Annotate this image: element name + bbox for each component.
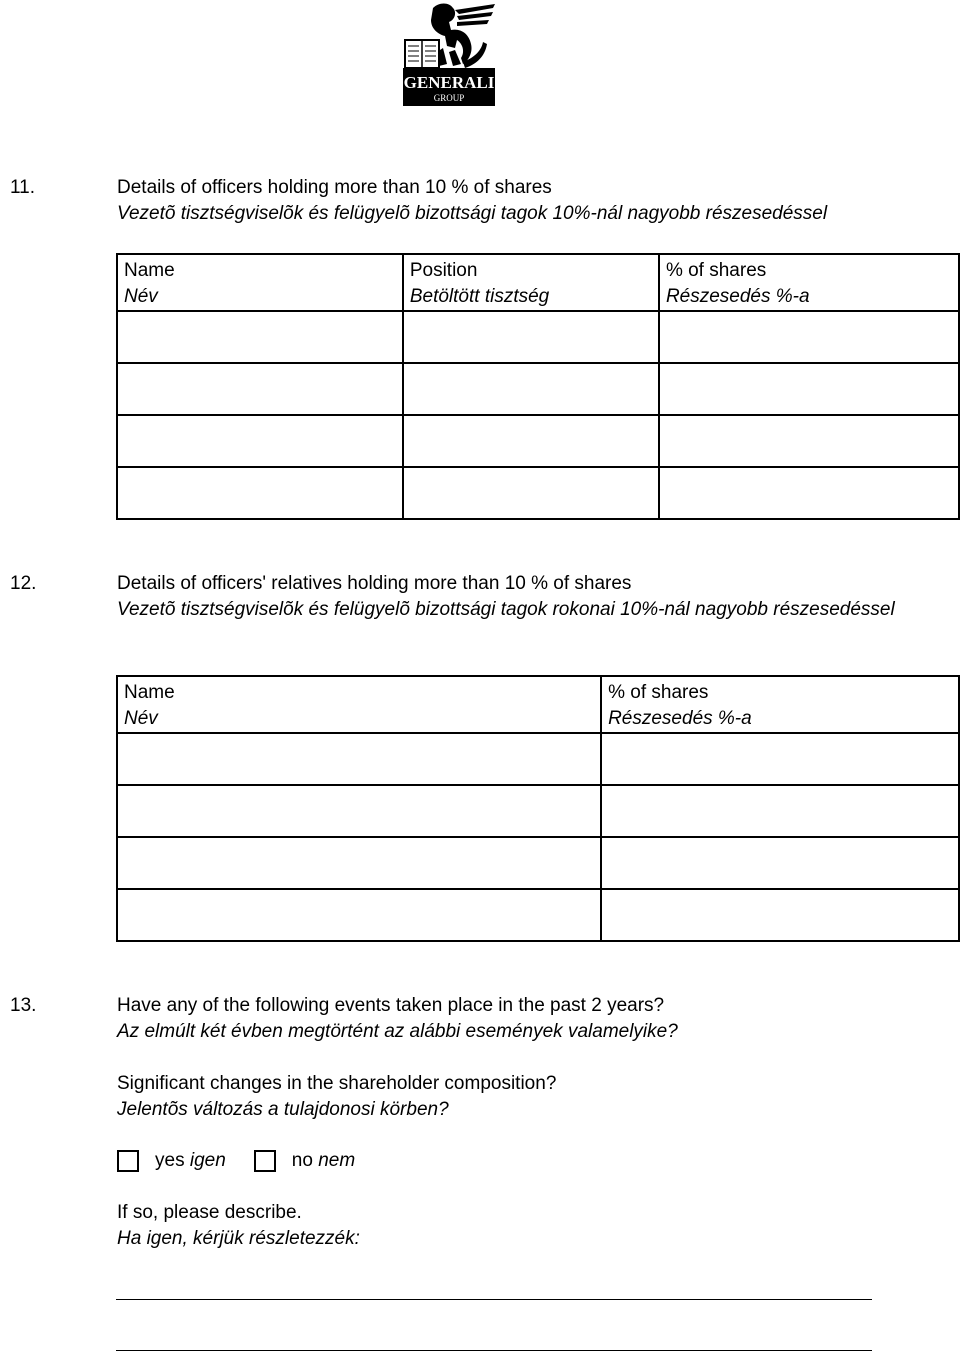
logo-subtext: GROUP <box>433 93 465 103</box>
column-header-name: Name Név <box>117 254 403 311</box>
name-cell[interactable] <box>117 733 601 785</box>
section-11-title-hu: Vezetõ tisztségviselõk és felügyelõ bizottsági tagok 10%-nál nagyobb részesedéssel <box>117 203 828 224</box>
shares-cell[interactable] <box>659 467 959 519</box>
yes-label-en: yes <box>155 1150 185 1171</box>
no-option[interactable] <box>254 1148 355 1174</box>
section-13-question <box>117 993 940 1045</box>
shares-cell[interactable] <box>659 311 959 363</box>
no-label-hu: nem <box>318 1150 356 1171</box>
description-line[interactable] <box>116 1299 872 1300</box>
generali-logo <box>403 0 495 106</box>
shares-cell[interactable] <box>601 733 959 785</box>
section-13-subquestion <box>117 1071 940 1123</box>
no-label-en: no <box>291 1150 313 1171</box>
describe-instruction <box>117 1200 940 1252</box>
description-line[interactable] <box>116 1350 872 1351</box>
no-checkbox[interactable] <box>254 1150 276 1172</box>
section-12-number: 12. <box>10 573 37 594</box>
section-11-heading <box>117 175 940 227</box>
section-12-heading <box>117 571 907 623</box>
position-cell[interactable] <box>403 467 659 519</box>
yes-checkbox[interactable] <box>117 1150 139 1172</box>
subquestion-hu: Jelentõs változás a tulajdonosi körben? <box>117 1099 449 1120</box>
position-cell[interactable] <box>403 415 659 467</box>
column-header-shares: % of shares Részesedés %-a <box>659 254 959 311</box>
shares-cell[interactable] <box>601 889 959 941</box>
section-12-title-hu: Vezetõ tisztségviselõk és felügyelõ bizottsági tagok rokonai 10%-nál nagyobb részesedéssel <box>117 599 895 620</box>
yes-label-hu: igen <box>189 1150 226 1171</box>
name-cell[interactable] <box>117 889 601 941</box>
subquestion-en: Significant changes in the shareholder composition? <box>117 1073 557 1094</box>
describe-en: If so, please describe. <box>117 1202 302 1223</box>
position-cell[interactable] <box>403 311 659 363</box>
column-header-shares: % of shares Részesedés %-a <box>601 676 959 733</box>
column-header-position: Position Betöltött tisztség <box>403 254 659 311</box>
name-cell[interactable] <box>117 415 403 467</box>
shares-cell[interactable] <box>659 363 959 415</box>
question-en: Have any of the following events taken place in the past 2 years? <box>117 995 665 1016</box>
name-cell[interactable] <box>117 311 403 363</box>
shares-cell[interactable] <box>659 415 959 467</box>
name-cell[interactable] <box>117 785 601 837</box>
name-cell[interactable] <box>117 467 403 519</box>
officers-table <box>116 253 960 520</box>
section-12-title-en: Details of officers' relatives holding more than 10 % of shares <box>117 573 632 594</box>
position-cell[interactable] <box>403 363 659 415</box>
section-11-number: 11. <box>10 177 36 198</box>
name-cell[interactable] <box>117 363 403 415</box>
name-cell[interactable] <box>117 837 601 889</box>
section-11-title-en: Details of officers holding more than 10 % of shares <box>117 177 552 198</box>
section-13-number: 13. <box>10 995 37 1016</box>
yes-no-options <box>117 1148 383 1174</box>
describe-hu: Ha igen, kérjük részletezzék: <box>117 1228 360 1249</box>
shares-cell[interactable] <box>601 785 959 837</box>
relatives-table <box>116 675 960 942</box>
column-header-name: Name Név <box>117 676 601 733</box>
shares-cell[interactable] <box>601 837 959 889</box>
yes-option[interactable] <box>117 1148 226 1174</box>
question-hu: Az elmúlt két évben megtörtént az alábbi események valamelyike? <box>117 1021 678 1042</box>
logo-text: GENERALI <box>403 73 495 92</box>
